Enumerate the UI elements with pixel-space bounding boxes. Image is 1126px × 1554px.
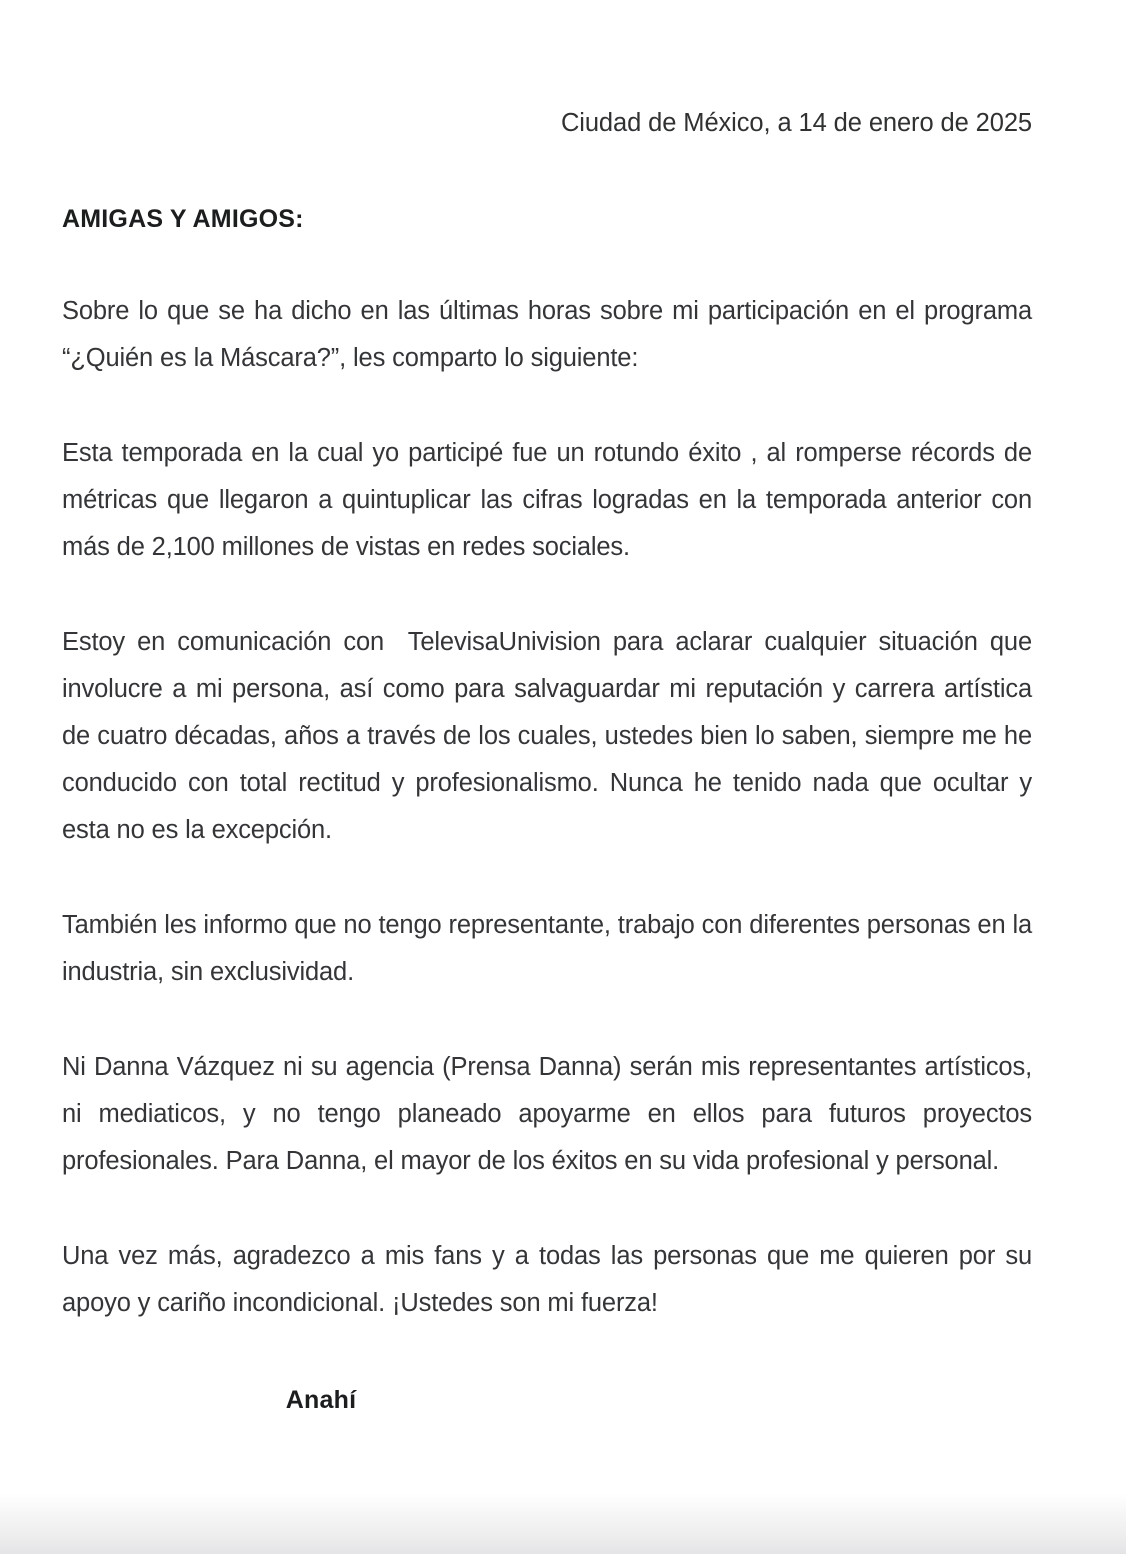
- paragraph-5: Ni Danna Vázquez ni su agencia (Prensa Danna) serán mis representantes artísticos, ni mediaticos, y no tengo planeado apoyarme en ellos para futuros proyectos profesionales. Para Danna, el mayor de los éxitos en su vida profesional y personal.: [62, 1053, 1039, 1175]
- signature: Anahí: [285, 1386, 357, 1414]
- paragraph-3: Estoy en comunicación con TelevisaUnivision para aclarar cualquier situación que involucre a mi persona, así como para salvaguardar mi reputación y carrera artística de cuatro décadas, años a través de los cuales, ustedes bien lo saben, siempre me he conducido con total rectitud y profesionalismo. Nunca he tenido nada que ocultar y esta no es la excepción.: [62, 628, 1039, 844]
- paragraph-1: Sobre lo que se ha dicho en las últimas horas sobre mi participación en el programa “¿Quién es la Máscara?”, les comparto lo siguiente:: [62, 297, 1046, 372]
- salutation: AMIGAS Y AMIGOS:: [62, 205, 304, 233]
- paragraph-4: También les informo que no tengo representante, trabajo con diferentes personas en la industria, sin exclusividad.: [62, 911, 1039, 986]
- paragraph-2: Esta temporada en la cual yo participé fue un rotundo éxito , al romperse récords de métricas que llegaron a quintuplicar las cifras logradas en la temporada anterior con más de 2,100 millones de vistas en redes sociales.: [62, 439, 1039, 561]
- page-bottom-edge: [0, 1460, 1126, 1554]
- paragraph-6: Una vez más, agradezco a mis fans y a todas las personas que me quieren por su apoyo y cariño incondicional. ¡Ustedes son mi fuerza!: [62, 1242, 1039, 1317]
- date-line: Ciudad de México, a 14 de enero de 2025: [560, 109, 1032, 137]
- document-content: [62, 0, 1046, 1417]
